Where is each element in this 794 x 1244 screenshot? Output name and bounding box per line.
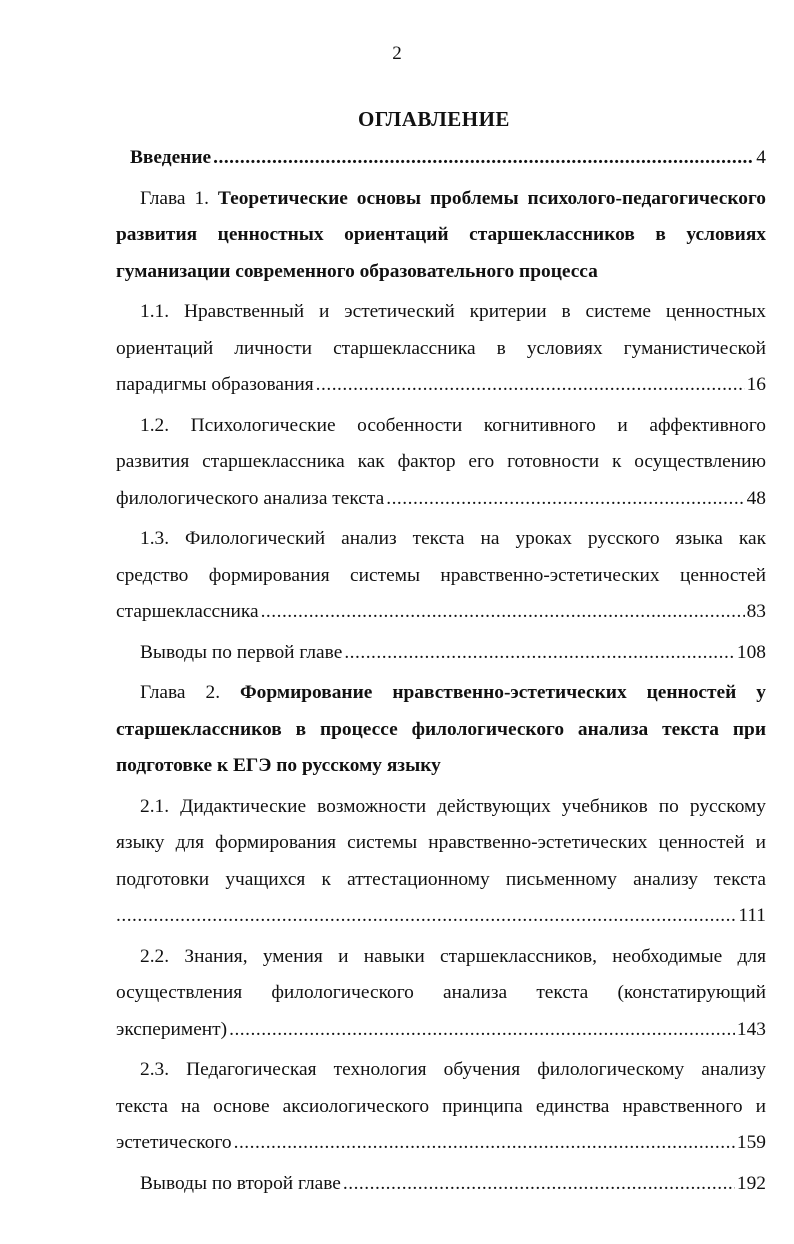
section-1-2-line-1[interactable]: 1.2. Психологические особенности когнитивного и аффективного: [140, 414, 766, 436]
section-1-1-line-3: [116, 367, 766, 404]
dot-leader: [261, 594, 745, 631]
dot-leader: [316, 367, 745, 404]
chapter-1-prefix: Глава 1.: [140, 187, 209, 209]
toc-entry-page: 159: [736, 1132, 766, 1153]
dot-leader: [213, 140, 754, 177]
section-2-2-line-2: осуществления филологического анализа текста (констатирующий: [116, 982, 766, 1003]
toc-entry-label: филологического анализа текста: [116, 487, 385, 509]
toc-entry-chapter-2-conclusions[interactable]: [116, 1166, 766, 1203]
section-1-1-line-2: ориентаций личности старшеклассника в условиях гуманистической: [116, 337, 766, 359]
section-2-1-line-3: подготовки учащихся к аттестационному письменному анализу текста: [116, 868, 766, 890]
section-1-3-line-1[interactable]: 1.3. Филологический анализ текста на уроках русского языка как: [140, 528, 766, 549]
toc-entry-label: Выводы по второй главе: [140, 1172, 341, 1194]
toc-entry-label: Выводы по первой главе: [140, 641, 343, 663]
section-1-3-line-2: средство формирования системы нравственно-эстетических ценностей: [116, 564, 766, 586]
page-number: 2: [392, 43, 402, 64]
section-1-2-line-3: [116, 481, 766, 518]
section-2-2-line-1[interactable]: 2.2. Знания, умения и навыки старшеклассников, необходимые для: [140, 945, 766, 967]
dot-leader: [344, 635, 735, 672]
toc-entry-label: Введение: [130, 147, 212, 168]
section-2-1-leader-line: [116, 898, 766, 935]
toc-entry-page: 108: [736, 641, 766, 663]
chapter-2-prefix: Глава 2.: [140, 682, 221, 703]
toc-entry-label: парадигмы образования: [116, 374, 314, 395]
section-1-2-line-2: развития старшеклассника как фактор его готовности к осуществлению: [116, 451, 766, 472]
section-2-1-line-2: языку для формирования системы нравственно-эстетических ценностей и: [116, 832, 766, 853]
dot-leader: [116, 898, 736, 935]
table-of-contents: [116, 140, 766, 1202]
chapter-2-heading[interactable]: [116, 675, 766, 712]
toc-entry-page: 16: [746, 374, 766, 395]
toc-entry-page: 111: [738, 905, 766, 926]
chapter-2-title-line-3: подготовке к ЕГЭ по русскому языку: [116, 755, 441, 776]
section-2-3-line-1[interactable]: 2.3. Педагогическая технология обучения филологическому анализу: [140, 1059, 766, 1080]
toc-entry-chapter-1-conclusions[interactable]: [116, 635, 766, 672]
toc-entry-label: эстетического: [116, 1132, 232, 1153]
section-2-3-line-3: [116, 1125, 766, 1162]
toc-entry-page: 83: [746, 601, 766, 622]
toc-entry-page: 192: [736, 1172, 766, 1194]
chapter-2-title-line-1: Формирование нравственно-эстетических ценностей у: [240, 682, 766, 703]
chapter-1-title-line-2: развития ценностных ориентаций старшеклассников в условиях: [116, 224, 766, 245]
section-2-2-line-3: [116, 1012, 766, 1049]
section-1-3-line-3: [116, 594, 766, 631]
toc-entry-introduction[interactable]: [116, 140, 766, 177]
chapter-1-title-line-3: гуманизации современного образовательного процесса: [116, 260, 598, 282]
dot-leader: [234, 1125, 735, 1162]
toc-entry-label: старшеклассника: [116, 601, 259, 622]
chapter-2-title-line-2: старшеклассников в процессе филологического анализа текста при: [116, 718, 766, 740]
toc-entry-label: эксперимент): [116, 1018, 228, 1040]
dot-leader: [386, 481, 744, 518]
section-2-1-line-1[interactable]: 2.1. Дидактические возможности действующих учебников по русскому: [140, 795, 766, 817]
section-1-1-line-1[interactable]: 1.1. Нравственный и эстетический критерии в системе ценностных: [140, 301, 766, 322]
toc-entry-page: 143: [736, 1018, 766, 1040]
dot-leader: [229, 1012, 735, 1049]
chapter-1-title-line-1: Теоретические основы проблемы психолого-педагогического: [217, 187, 766, 209]
dot-leader: [343, 1166, 735, 1203]
toc-title: ОГЛАВЛЕНИЕ: [358, 107, 510, 131]
chapter-1-heading[interactable]: [116, 181, 766, 218]
toc-entry-page: 48: [746, 487, 766, 509]
section-2-3-line-2: текста на основе аксиологического принципа единства нравственного и: [116, 1095, 766, 1117]
toc-entry-page: 4: [756, 147, 766, 168]
